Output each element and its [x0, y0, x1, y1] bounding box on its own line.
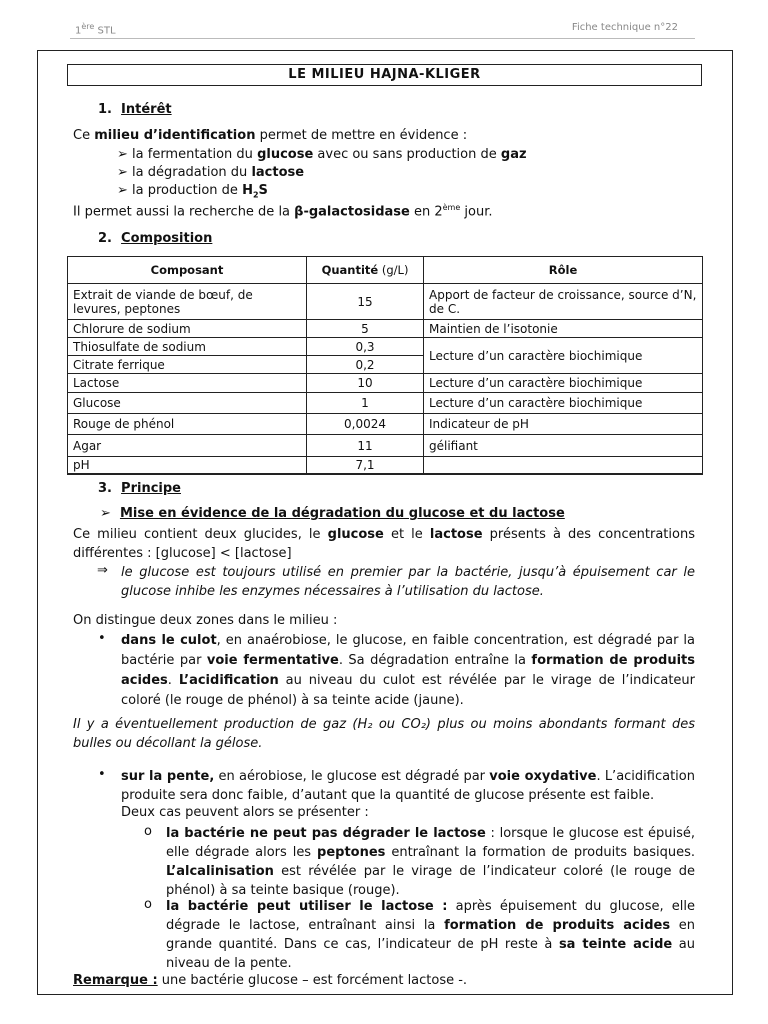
cell-composant: Agar [68, 435, 307, 457]
section-1-bullet-lactose: ➢ la dégradation du lactose [117, 165, 305, 180]
case-1-paragraph: la bactérie ne peut pas dégrader le lactose : lorsque le glucose est épuisé, elle dégrade alors les peptones entraînant la formation de produits basiques. L’alcalinisation est révélée par le virage de l’indicateur coloré (le rouge de phénol) à sa teinte basique (rouge). [166, 826, 695, 898]
section-2-heading: 2. Composition [98, 231, 213, 246]
cell-role: Lecture d’un caractère biochimique [424, 338, 703, 374]
two-cases-intro: Deux cas peuvent alors se présenter : [121, 805, 369, 820]
cell-quantite: 1 [307, 393, 424, 414]
table-row [68, 457, 703, 474]
section-1-heading: 1. Intérêt [98, 102, 172, 117]
cell-quantite: 0,0024 [307, 414, 424, 435]
table-row [68, 284, 703, 320]
cell-quantite: 11 [307, 435, 424, 457]
cell-composant: Thiosulfate de sodium [68, 338, 307, 356]
cell-quantite: 0,3 [307, 338, 424, 356]
arrow-bullet-icon: ➢ [117, 147, 133, 162]
arrow-bullet-icon: ➢ [117, 165, 133, 180]
cell-quantite: 5 [307, 320, 424, 338]
cell-role: Lecture d’un caractère biochimique [424, 393, 703, 414]
culot-paragraph: dans le culot, en anaérobiose, le glucose, en faible concentration, est dégradé par la bactérie par voie fermentative. Sa dégradation entraîne la formation de produits acides. L’acidification au niveau du culot est révélée par le virage de l’indicateur coloré (le rouge de phénol) à sa teinte acide (jaune). [121, 633, 696, 708]
table-row [68, 393, 703, 414]
section-3-subheading: ➢ Mise en évidence de la dégradation du glucose et du lactose [100, 506, 565, 521]
table-row [68, 338, 703, 356]
header-sheet-number: Fiche technique n°22 [571, 22, 678, 33]
section-1-extra: Il permet aussi la recherche de la β-galactosidase en 2ème jour. [73, 203, 493, 220]
cell-composant: Citrate ferrique [68, 356, 307, 374]
cell-role: Apport de facteur de croissance, source d’N, de C. [424, 284, 703, 320]
implies-arrow-icon: ⇒ [97, 563, 108, 578]
cell-quantite: 0,2 [307, 356, 424, 374]
cell-role: Indicateur de pH [424, 414, 703, 435]
cell-composant: Chlorure de sodium [68, 320, 307, 338]
arrow-bullet-icon: ➢ [100, 506, 120, 521]
principle-zones-intro: On distingue deux zones dans le milieu : [73, 613, 338, 628]
cell-quantite: 7,1 [307, 457, 424, 474]
principle-paragraph-1: Ce milieu contient deux glucides, le glucose et le lactose présents à des concentrations différentes : [glucose] < [lactose] [73, 527, 695, 561]
header-divider [70, 38, 695, 39]
remark: Remarque : une bactérie glucose – est forcément lactose -. [73, 973, 468, 988]
circle-bullet-icon: o [144, 897, 152, 912]
header-class: 1ère STL [75, 22, 116, 37]
table-row [68, 374, 703, 393]
section-1-bullet-h2s: ➢ la production de $H_2S$ [117, 183, 268, 200]
cell-composant: pH [68, 457, 307, 474]
cell-role: Maintien de l’isotonie [424, 320, 703, 338]
cell-composant: Rouge de phénol [68, 414, 307, 435]
col-role: Rôle [424, 257, 703, 284]
cell-composant: Glucose [68, 393, 307, 414]
col-composant: Composant [68, 257, 307, 284]
section-1-intro: Ce milieu d’identification permet de mettre en évidence : [73, 128, 468, 143]
table-row [68, 414, 703, 435]
pente-paragraph: sur la pente, en aérobiose, le glucose est dégradé par voie oxydative. L’acidification produite sera donc faible, d’autant que la quantité de glucose présente est faible. [121, 769, 695, 803]
cell-composant: Lactose [68, 374, 307, 393]
section-1-bullet-glucose: ➢ la fermentation du glucose avec ou sans production de gaz [117, 147, 527, 162]
cell-quantite: 10 [307, 374, 424, 393]
cell-quantite: 15 [307, 284, 424, 320]
cell-role: Lecture d’un caractère biochimique [424, 374, 703, 393]
principle-paragraph-2: le glucose est toujours utilisé en premier par la bactérie, jusqu’à épuisement car le glucose inhibe les enzymes nécessaires à l’utilisation du lactose. [121, 565, 695, 599]
bullet-dot-icon: • [98, 631, 106, 646]
cell-role: gélifiant [424, 435, 703, 457]
page-title: LE MILIEU HAJNA-KLIGER [67, 64, 702, 86]
col-quantite: Quantité (g/L) [307, 257, 424, 284]
circle-bullet-icon: o [144, 824, 152, 839]
table-header-row [68, 257, 703, 284]
table-row [68, 320, 703, 338]
cell-role [424, 457, 703, 474]
cell-composant: Extrait de viande de bœuf, de levures, peptones [68, 284, 307, 320]
table-row [68, 435, 703, 457]
bullet-dot-icon: • [98, 767, 106, 782]
case-2-paragraph: la bactérie peut utiliser le lactose : après épuisement du glucose, elle dégrade le lactose, entraînant ainsi la formation de produits acides en grande quantité. Dans ce cas, l’indicateur de pH reste à sa teinte acide au niveau de la pente. [166, 899, 695, 971]
section-3-heading: 3. Principe [98, 481, 181, 496]
composition-table [67, 256, 703, 475]
gas-paragraph: Il y a éventuellement production de gaz (H₂ ou CO₂) plus ou moins abondants formant des bulles ou décollant la gélose. [73, 717, 695, 751]
arrow-bullet-icon: ➢ [117, 183, 133, 198]
